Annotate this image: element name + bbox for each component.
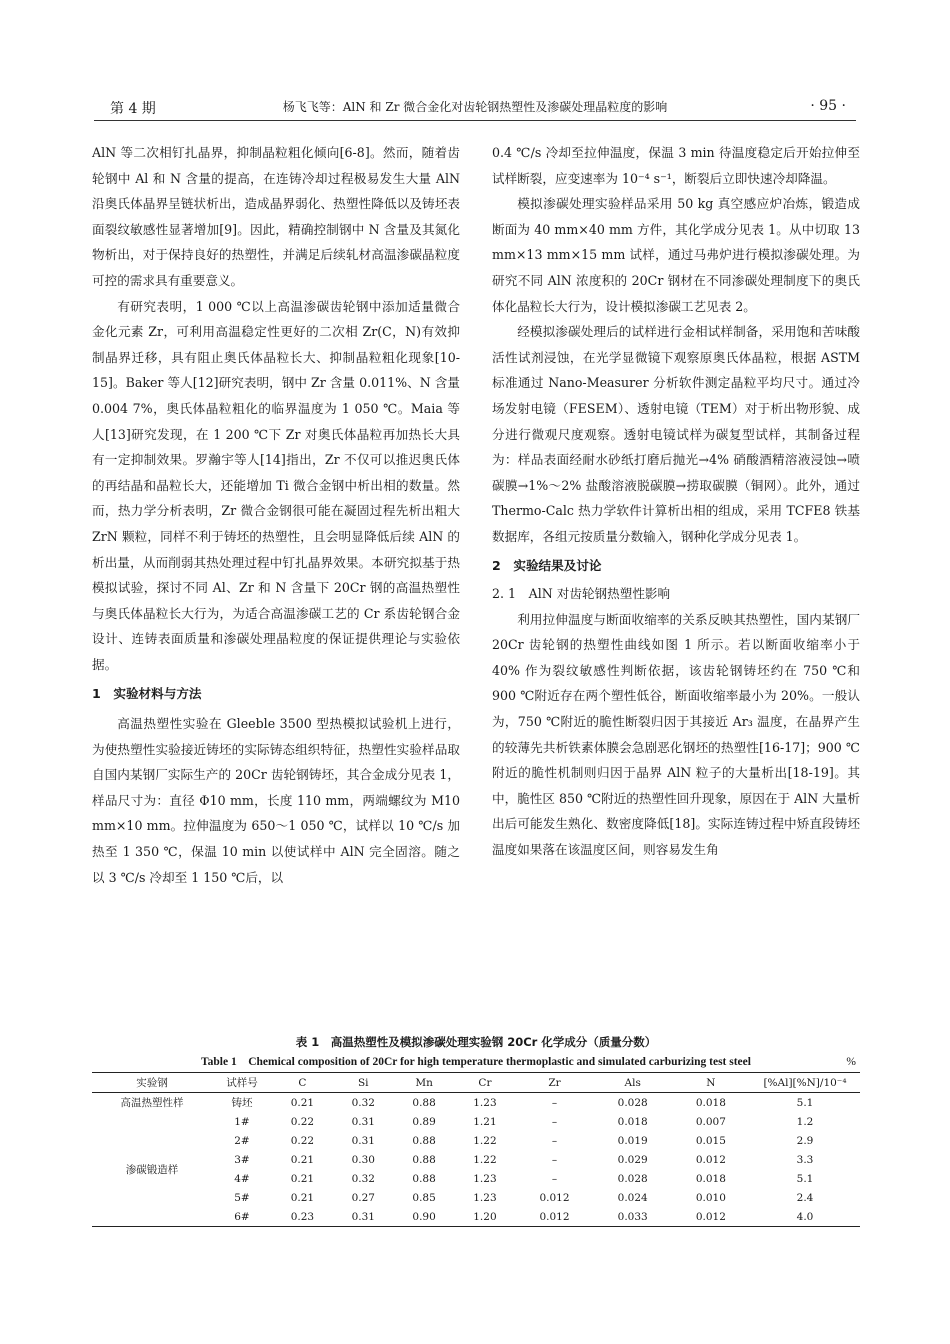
table-unit: %: [846, 1056, 856, 1068]
table-cell: 1.23: [473, 1172, 497, 1185]
table-cell: 0.007: [695, 1115, 726, 1128]
paragraph: 模拟渗碳处理实验样品采用 50 kg 真空感应炉冶炼，锻造成断面为 40 mm×40 mm 方件，其化学成分见表 1。从中切取 13 mm×13 mm×15 mm 试样，通过马弗炉进行模拟渗碳处理。为研究不同 AlN 浓度积的 20Cr 钢材在不同渗碳处理制度下的奥氏体化晶粒长大行为，设计模拟渗碳工艺见表 2。: [492, 196, 860, 314]
table-cell: 1.2: [796, 1115, 814, 1128]
page-number: · 95 ·: [810, 98, 846, 114]
table-cell: 0.018: [695, 1096, 726, 1109]
group-label: 渗碳锻造样: [125, 1163, 179, 1176]
issue-number: 第 4 期: [110, 101, 156, 117]
table-cell: 0.88: [412, 1172, 436, 1185]
table-cell: –: [551, 1134, 558, 1147]
table-cell: 0.015: [695, 1134, 726, 1147]
table-cell: 0.012: [539, 1191, 570, 1204]
table-cell: –: [551, 1172, 558, 1185]
table-cell: 1.22: [473, 1153, 497, 1166]
paragraph: 高温热塑性实验在 Gleeble 3500 型热模拟试验机上进行，为使热塑性实验接近铸坯的实际铸态组织特征，热塑性实验样品取自国内某钢厂实际生产的 20Cr 齿轮钢铸坯，其合金成分见表 1，样品尺寸为：直径 Φ10 mm，长度 110 mm，两端螺纹为 M10 mm×10 mm。拉伸温度为 650～1 050 ℃，试样以 10 ℃/s 加热至 1 350 ℃，保温 10 min 以使试样中 AlN 完全固溶。随之以 3 ℃/s 冷却至 1 150 ℃后，以: [92, 716, 460, 885]
table-cell: 2.9: [796, 1134, 814, 1147]
running-title: 杨飞飞等：AlN 和 Zr 微合金化对齿轮钢热塑性及渗碳处理晶粒度的影响: [282, 100, 668, 114]
table-cell: 6#: [234, 1210, 250, 1223]
page-header: [94, 98, 856, 121]
column-header: 试样号: [226, 1077, 258, 1089]
table-cell: 0.22: [290, 1115, 315, 1128]
right-column: [492, 140, 860, 863]
table-cell: 4.0: [796, 1210, 814, 1223]
table-cell: 1.20: [473, 1210, 497, 1223]
column-header: Mn: [415, 1076, 433, 1089]
column-header: Cr: [478, 1076, 492, 1089]
table-cell: 2#: [234, 1134, 250, 1147]
paragraph: 经模拟渗碳处理后的试样进行金相试样制备，采用饱和苦味酸活性试剂浸蚀，在光学显微镜下观察原奥氏体晶粒，根据 ASTM 标准通过 Nano-Measurer 分析软件测定晶粒平均尺寸。通过冷场发射电镜（FESEM）、透射电镜（TEM）对于析出物形貌、成分进行微观尺度观察。透射电镜试样为碳复型试样，其制备过程为：样品表面经耐水砂纸打磨后抛光→4% 硝酸酒精溶液浸蚀→喷碳膜→1%～2% 盐酸溶液脱碳膜→捞取碳膜（铜网）。此外，通过 Thermo-Calc 热力学软件计算析出相的组成，采用 TCFE8 铁基数据库，各组元按质量分数输入，钢种化学成分见表 1。: [492, 324, 860, 544]
table-header-row: [92, 1073, 860, 1093]
table-cell: 0.018: [617, 1115, 648, 1128]
table-cell: 5.1: [796, 1172, 814, 1185]
table-cell: 0.89: [412, 1115, 436, 1128]
column-header: N: [706, 1076, 716, 1089]
table-cell: 1#: [234, 1115, 250, 1128]
column-header: Als: [624, 1076, 641, 1089]
table-cell: 铸坯: [231, 1097, 253, 1109]
table-cell: 0.21: [290, 1096, 315, 1109]
paragraph: 0.4 ℃/s 冷却至拉伸温度，保温 3 min 待温度稳定后开始拉伸至试样断裂，应变速率为 10⁻⁴ s⁻¹，断裂后立即快速冷却降温。: [492, 145, 860, 186]
composition-table: [92, 1072, 860, 1227]
table-cell: 0.018: [695, 1172, 726, 1185]
table-cell: 0.028: [617, 1172, 648, 1185]
table-cell: 0.90: [412, 1210, 436, 1223]
table-cell: –: [551, 1153, 558, 1166]
table-cell: 5#: [234, 1191, 250, 1204]
table-cell: 0.32: [351, 1172, 375, 1185]
table-cell: 0.32: [351, 1096, 375, 1109]
table-cell: 0.012: [539, 1210, 570, 1223]
subsection-heading: 2. 1 AlN 对齿轮钢热塑性影响: [492, 586, 671, 602]
table-cell: 0.88: [412, 1096, 436, 1109]
table-caption-cn: 表 1 高温热塑性及模拟渗碳处理实验钢 20Cr 化学成分（质量分数）: [295, 1035, 657, 1049]
table-row: [92, 1112, 860, 1131]
paragraph: 利用拉伸温度与断面收缩率的关系反映其热塑性，国内某钢厂 20Cr 齿轮钢的热塑性曲线如图 1 所示。若以断面收缩率小于 40% 作为裂纹敏感性判断依据，该齿轮钢铸坯约在 750 ℃和 900 ℃附近存在两个塑性低谷，断面收缩率最小为 20%。一般认为，750 ℃附近的脆性断裂归因于其接近 Ar₃ 温度，在晶界产生的较薄先共析铁素体膜会急剧恶化钢坯的热塑性[16-17]；900 ℃附近的脆性机制则归因于晶界 AlN 粒子的大量析出[18-19]。其中，脆性区 850 ℃附近的热塑性回升现象，原因在于 AlN 大量析出后可能发生熟化、数密度降低[18]。实际连铸过程中矫直段铸坯温度如果落在该温度区间，则容易发生角: [492, 611, 860, 858]
table-cell: 0.31: [351, 1134, 375, 1147]
paragraph: AlN 等二次相钉扎晶界，抑制晶粒粗化倾向[6-8]。然而，随着齿轮钢中 Al 和 N 含量的提高，在连铸冷却过程极易发生大量 AlN 沿奥氏体晶界呈链状析出，造成晶界弱化、热塑性降低以及铸坯表面裂纹敏感性显著增加[9]。因此，精确控制钢中 N 含量及其氮化物析出，对于保持良好的热塑性，并满足后续轧材高温渗碳晶粒度可控的需求具有重要意义。: [92, 145, 460, 288]
table-cell: 5.1: [796, 1096, 814, 1109]
table-row: [92, 1093, 860, 1113]
table-cell: 0.88: [412, 1153, 436, 1166]
table-cell: 0.010: [695, 1191, 726, 1204]
table-cell: 3.3: [796, 1153, 814, 1166]
table-caption-en-text: Table 1 Chemical composition of 20Cr for high temperature thermoplastic and simulated carburizing test steel: [201, 1056, 751, 1068]
table-cell: 0.31: [351, 1115, 375, 1128]
table-cell: 0.21: [290, 1191, 315, 1204]
column-header: Zr: [548, 1076, 561, 1089]
table-cell: 0.21: [290, 1172, 315, 1185]
table-cell: 1.23: [473, 1191, 497, 1204]
table-cell: 1.22: [473, 1134, 497, 1147]
table-1: [92, 1032, 860, 1227]
table-cell: –: [551, 1115, 558, 1128]
table-cell: 0.024: [617, 1191, 648, 1204]
table-cell: 2.4: [796, 1191, 814, 1204]
table-caption-en: [92, 1052, 860, 1072]
table-cell: 0.019: [617, 1134, 648, 1147]
column-header: Si: [357, 1076, 369, 1089]
table-cell: 0.30: [351, 1153, 375, 1166]
table-cell: 4#: [234, 1172, 250, 1185]
table-cell: 0.85: [412, 1191, 436, 1204]
table-cell: –: [551, 1096, 558, 1109]
column-header: [%Al][%N]/10⁻⁴: [763, 1076, 847, 1089]
section-heading: 2 实验结果及讨论: [492, 557, 602, 573]
table-cell: 0.27: [351, 1191, 375, 1204]
table-cell: 0.23: [290, 1210, 315, 1223]
table-cell: 1.23: [473, 1096, 497, 1109]
table-cell: 0.22: [290, 1134, 315, 1147]
column-header: C: [298, 1076, 307, 1089]
paragraph: 有研究表明，1 000 ℃以上高温渗碳齿轮钢中添加适量微合金化元素 Zr，可利用高温稳定性更好的二次相 Zr(C，N)有效抑制晶界迁移，具有阻止奥氏体晶粒长大、抑制晶粒粗化现象[10-15]。Baker 等人[12]研究表明，钢中 Zr 含量 0.011%、N 含量 0.004 7%，奥氏体晶粒粗化的临界温度为 1 050 ℃。Maia 等人[13]研究发现，在 1 200 ℃下 Zr 对奥氏体晶粒再加热长大具有一定抑制效果。罗瀚宇等人[14]指出，Zr 不仅可以推迟奥氏体的再结晶和晶粒长大，还能增加 Ti 微合金钢中析出相的数量。然而，热力学分析表明，Zr 微合金钢很可能在凝固过程先析出粗大 ZrN 颗粒，同样不利于铸坯的热塑性，且会明显降低后续 AlN 的析出量，从而削弱其热处理过程中钉扎晶界效果。本研究拟基于热模拟试验，探讨不同 Al、Zr 和 N 含量下 20Cr 钢的高温热塑性与奥氏体晶粒长大行为，为适合高温渗碳工艺的 Cr 系齿轮钢合金设计、连铸表面质量和渗碳处理晶粒度的保证提供理论与实验依据。: [92, 298, 460, 672]
section-heading: 1 实验材料与方法: [92, 686, 202, 702]
table-cell: 0.31: [351, 1210, 375, 1223]
table-cell: 0.88: [412, 1134, 436, 1147]
table-cell: 0.028: [617, 1096, 648, 1109]
table-cell: 0.033: [617, 1210, 648, 1223]
table-cell: 0.21: [290, 1153, 315, 1166]
group-label: 高温热塑性样: [120, 1097, 184, 1109]
table-cell: 0.012: [695, 1153, 726, 1166]
table-cell: 0.029: [617, 1153, 648, 1166]
table-cell: 1.21: [473, 1115, 497, 1128]
table-cell: 0.012: [695, 1210, 726, 1223]
table-cell: 3#: [234, 1153, 250, 1166]
left-column: [92, 140, 460, 890]
column-header: 实验钢: [136, 1077, 168, 1089]
